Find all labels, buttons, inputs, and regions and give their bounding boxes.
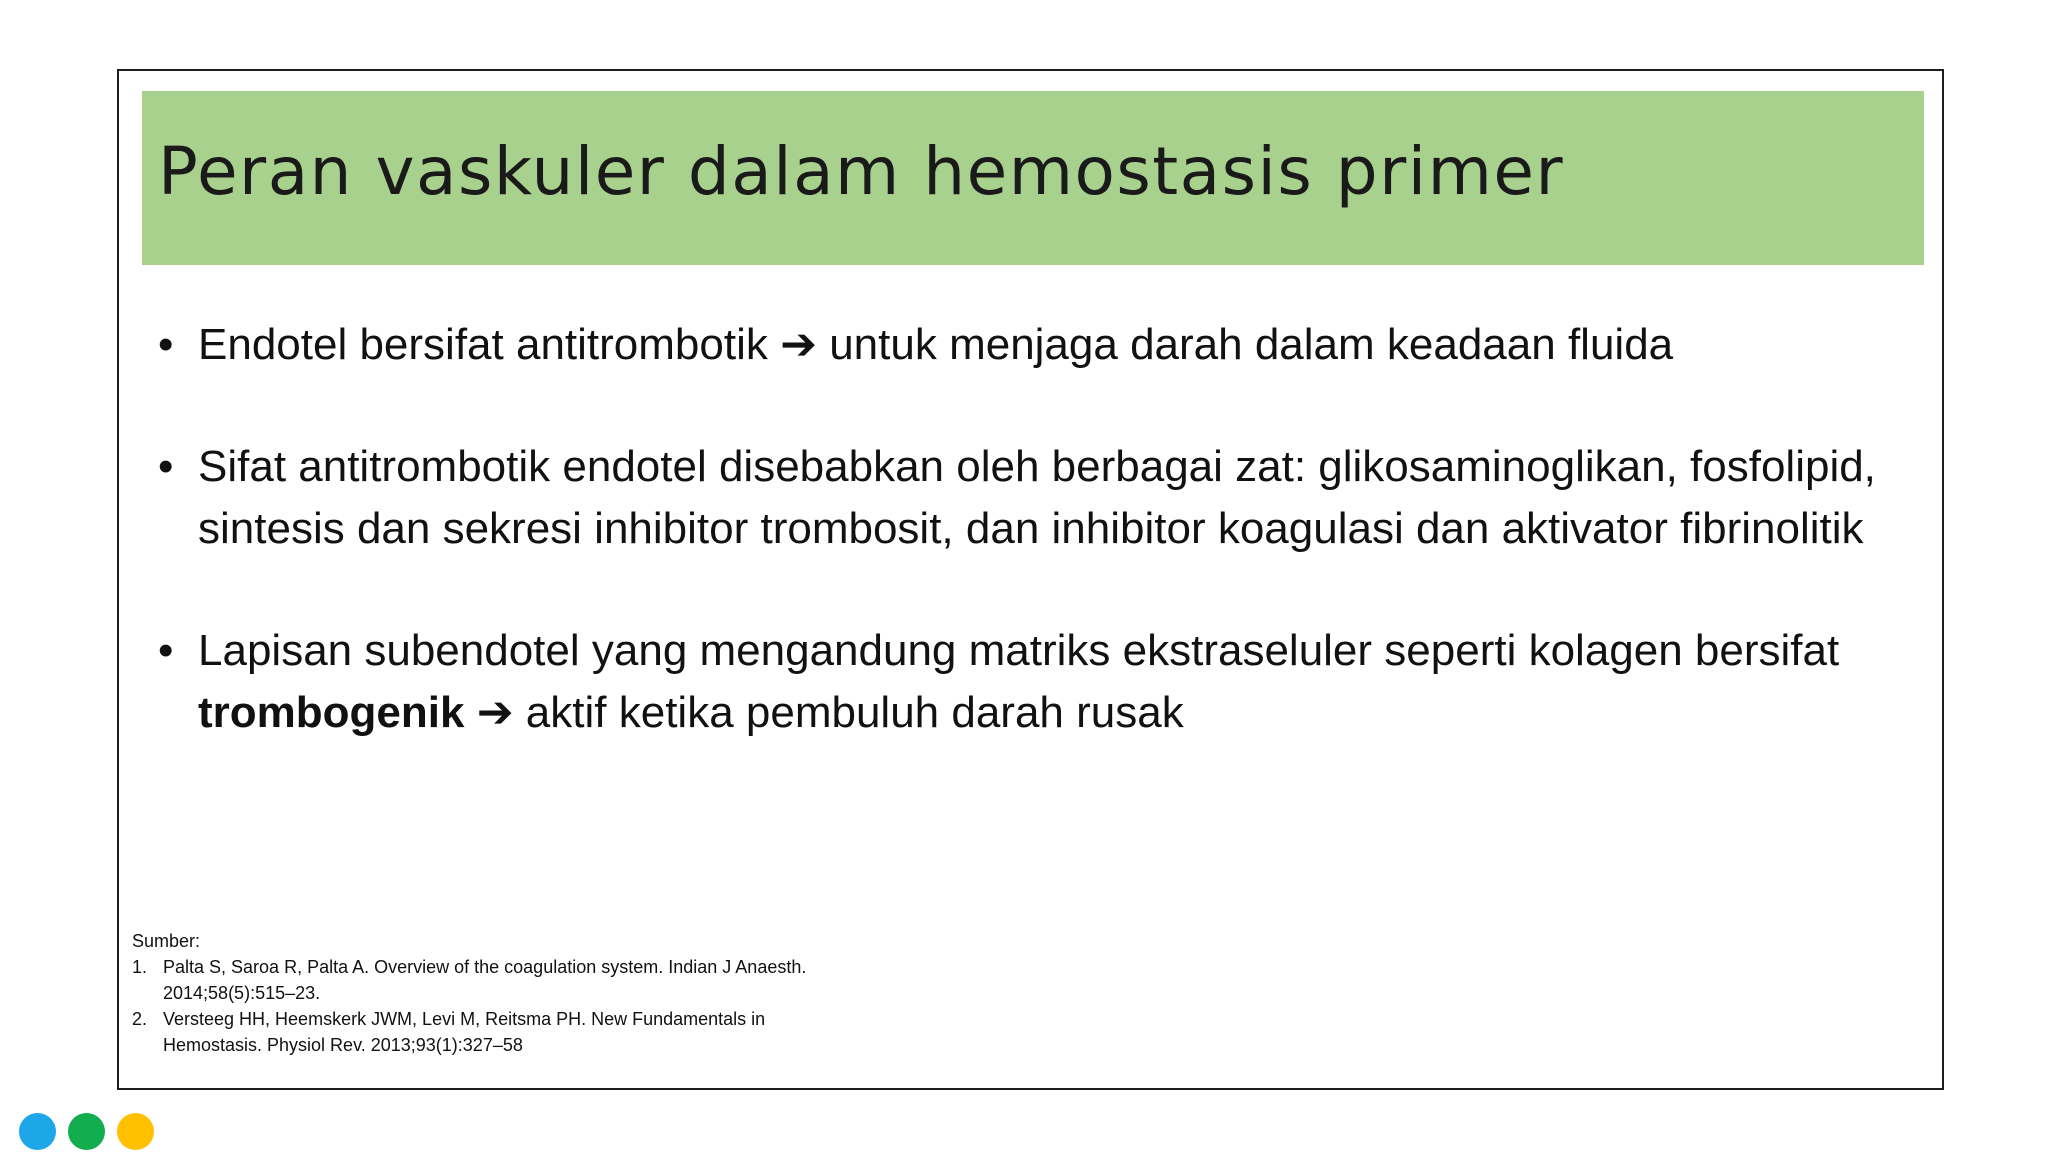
- bullet-text: aktif ketika pembuluh darah rusak: [525, 688, 1184, 737]
- green-dot-icon: [68, 1113, 105, 1150]
- bullet-text: Endotel bersifat antitrombotik: [198, 320, 768, 369]
- bullet-item: [150, 436, 1910, 560]
- bullet-item: [150, 314, 1910, 376]
- reference-item: [132, 1006, 892, 1058]
- bullet-list: [150, 314, 1910, 804]
- reference-item: [132, 954, 892, 1006]
- reference-text: Palta S, Saroa R, Palta A. Overview of the coagulation system. Indian J Anaesth.: [163, 957, 807, 977]
- reference-number: 2.: [132, 1009, 148, 1029]
- sources-section: [132, 928, 892, 1058]
- arrow-right-icon: ➔: [780, 319, 817, 370]
- reference-list: [132, 954, 892, 1058]
- bullet-icon: •: [158, 442, 174, 491]
- yellow-dot-icon: [117, 1113, 154, 1150]
- bullet-text: Sifat antitrombotik endotel disebabkan oleh berbagai zat: glikosaminoglikan, fosfolipid, sintesis dan sekresi inhibitor trombosit, dan inhibitor koagulasi dan aktivator fibrinolitik: [198, 442, 1876, 553]
- slide-title: Peran vaskuler dalam hemostasis primer: [158, 133, 1565, 210]
- bullet-text: untuk menjaga darah dalam keadaan fluida: [829, 320, 1674, 369]
- reference-text: Hemostasis. Physiol Rev. 2013;93(1):327–58: [163, 1035, 523, 1055]
- bullet-icon: •: [158, 626, 174, 675]
- reference-text: Versteeg HH, Heemskerk JWM, Levi M, Reitsma PH. New Fundamentals in: [163, 1009, 766, 1029]
- sources-label: Sumber:: [132, 931, 201, 951]
- reference-number: 1.: [132, 957, 148, 977]
- bullet-item: [150, 620, 1910, 744]
- arrow-right-icon: ➔: [476, 687, 514, 738]
- blue-dot-icon: [19, 1113, 56, 1150]
- bullet-text: Lapisan subendotel yang mengandung matriks ekstraseluler seperti kolagen bersifat: [198, 626, 1840, 675]
- reference-text: 2014;58(5):515–23.: [163, 983, 321, 1003]
- bullet-icon: •: [158, 320, 174, 369]
- bullet-emphasis: trombogenik: [198, 688, 465, 737]
- decor-dots: [19, 1113, 154, 1149]
- title-bar: [142, 91, 1924, 265]
